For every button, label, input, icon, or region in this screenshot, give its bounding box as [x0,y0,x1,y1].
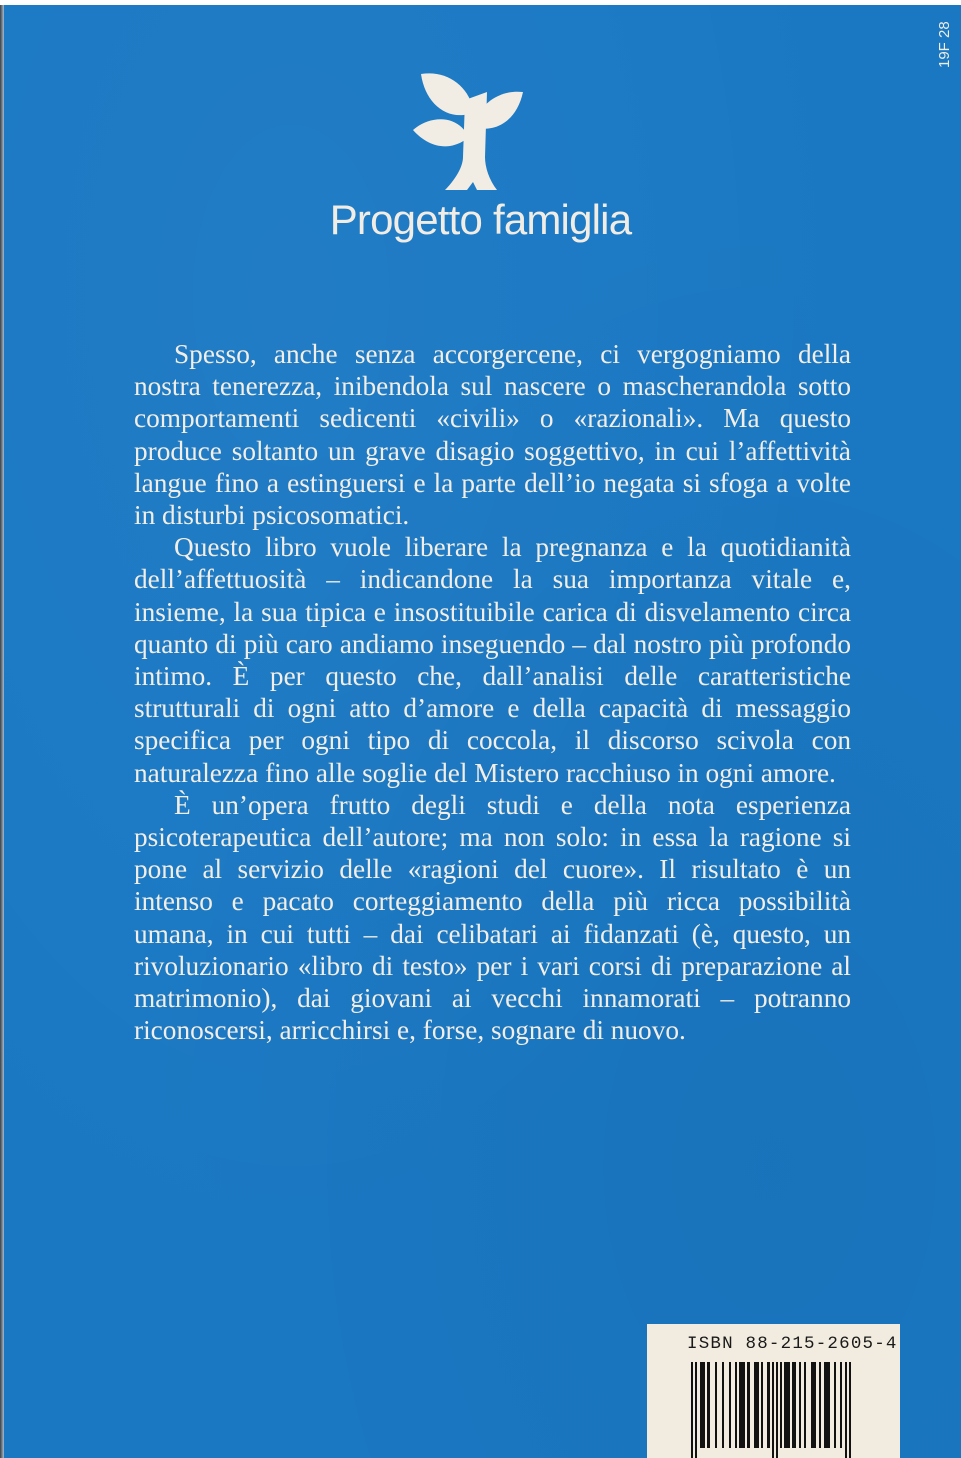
isbn-number: ISBN 88-215-2605-4 [687,1334,898,1354]
blurb-paragraph: Questo libro vuole liberare la pregnanza e la quotidianità dell’affettuosità – indicandone la sua importanza vitale e, insieme, la sua tipica e insostituibile carica di disvelamento circa quanto di più caro andiamo inseguendo – dal nostro più profondo intimo. È per questo che, dall’analisi delle caratteristiche strutturali di ogni atto d’amore e della capacità di messaggio specifica per ogni tipo di coccola, il discorso scivola con naturalezza fino alle soglie del Mistero racchiuso in ogni amore. [134,532,851,788]
series-title: Progetto famiglia [329,196,632,243]
blurb-text [134,338,851,1046]
blurb-paragraph: È un’opera frutto degli studi e della nota esperienza psicoterapeutica dell’autore; ma non solo: in essa la ragione si pone al servizio delle «ragioni del cuore». Il risultato è un intenso e pacato corteggiamento della più ricca possibilità umana, in cui tutti – dai celibatari ai fidanzati (è, questo, un rivoluzionario «libro di testo» per i vari corsi di preparazione al matrimonio), dai giovani ai vecchi innamorati – potranno riconoscersi, arricchirsi e, forse, sognare di nuovo. [134,789,851,1046]
sprouting-plant-icon [405,62,540,192]
isbn-label [647,1324,900,1458]
barcode-icon [691,1362,891,1458]
spine-code: 19F 28 [936,21,953,68]
blurb-paragraph: Spesso, anche senza accorgercene, ci vergogniamo della nostra tenerezza, inibendola sul nascere o mascherandola sotto comportamenti sedicenti «civili» o «razionali». Ma questo produce soltanto un grave disagio soggettivo, in cui l’affettività langue fino a estinguersi e la parte dell’io negata si sfoga a volte in disturbi psicosomatici. [134,339,851,531]
